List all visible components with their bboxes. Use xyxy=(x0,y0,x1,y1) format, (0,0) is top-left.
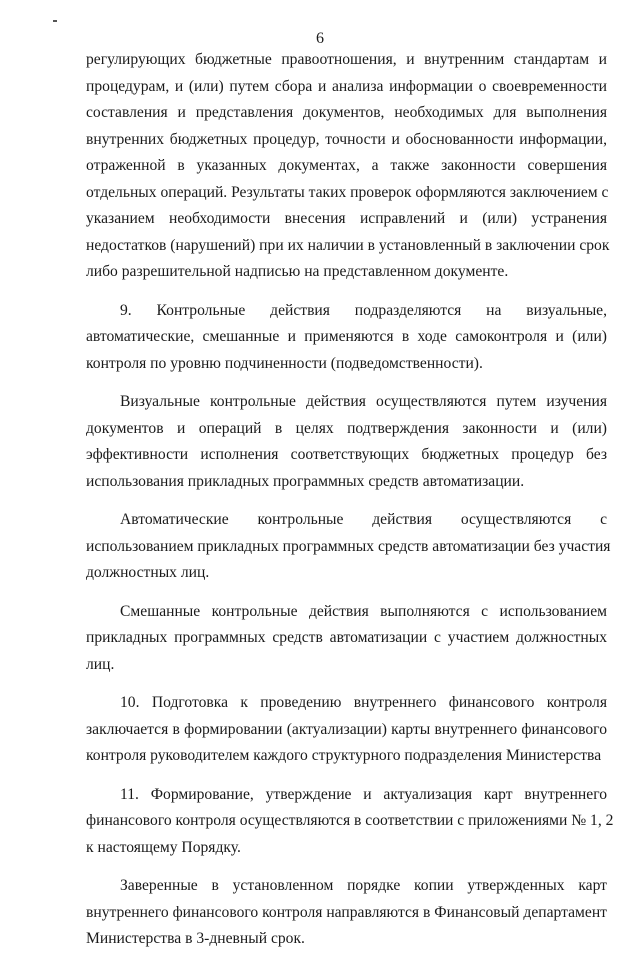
text-line: эффективности исполнения соответствующих бюджетных процедур без xyxy=(86,446,607,463)
text-line: прикладных программных средств автоматизации с участием должностных xyxy=(86,629,607,646)
paragraph xyxy=(86,782,614,862)
text-line: Автоматические контрольные действия осуществляются с xyxy=(120,511,607,528)
paragraph xyxy=(86,47,610,286)
text-line: составления и представления документов, необходимых для выполнения xyxy=(86,104,607,121)
text-line: контроля по уровню подчиненности (подведомственности). xyxy=(86,354,483,372)
text-line: Визуальные контрольные действия осуществляются путем изучения xyxy=(120,393,607,410)
document-body xyxy=(86,47,614,953)
paragraph xyxy=(86,690,607,770)
text-line: либо разрешительной надписью на представленном документе. xyxy=(86,263,509,280)
text-line: к настоящему Порядку. xyxy=(86,838,241,856)
text-line: заключается в формировании (актуализации) карты внутреннего финансового xyxy=(86,720,607,738)
text-line: использования прикладных программных средств автоматизации. xyxy=(86,472,525,490)
text-line: отраженной в указанных документах, а также законности совершения xyxy=(86,157,607,174)
text-line: 10. Подготовка к проведению внутреннего финансового контроля xyxy=(120,694,607,711)
paragraph xyxy=(86,507,611,587)
text-line: недостатков (нарушений) при их наличии в установленный в заключении срок xyxy=(86,236,610,254)
text-line: финансового контроля осуществляются в соответствии с приложениями № 1, 2 xyxy=(86,812,614,829)
text-line: лиц. xyxy=(86,655,115,673)
text-line: 11. Формирование, утверждение и актуализация карт внутреннего xyxy=(120,785,607,803)
text-line: автоматические, смешанные и применяются в ходе самоконтроля и (или) xyxy=(86,328,607,345)
text-line: процедурам, и (или) путем сбора и анализа информации о своевременности xyxy=(86,77,607,95)
text-line: Министерства в 3-дневный срок. xyxy=(86,930,305,947)
text-line: контроля руководителем каждого структурного подразделения Министерства xyxy=(86,747,602,764)
page-number: 6 xyxy=(316,30,324,47)
scan-mark xyxy=(53,20,57,22)
text-line: должностных лиц. xyxy=(86,564,210,581)
text-line: внутреннего финансового контроля направляются в Финансовый департамент xyxy=(86,903,607,921)
paragraph xyxy=(86,873,607,953)
paragraph xyxy=(86,389,607,495)
text-line: документов и операций в целях подтверждения законности и (или) xyxy=(86,419,607,437)
text-line: Заверенные в установленном порядке копии утвержденных карт xyxy=(120,877,607,894)
text-line: внутренних бюджетных процедур, точности и обоснованности информации, xyxy=(86,130,607,148)
text-line: регулирующих бюджетные правоотношения, и внутренним стандартам и xyxy=(86,51,607,68)
text-line: использованием прикладных программных средств автоматизации без участия xyxy=(86,537,611,555)
paragraph xyxy=(86,298,607,378)
text-line: 9. Контрольные действия подразделяются на визуальные, xyxy=(120,301,607,319)
text-line: отдельных операций. Результаты таких проверок оформляются заключением с xyxy=(86,183,609,201)
text-line: Смешанные контрольные действия выполняются с использованием xyxy=(120,602,607,620)
text-line: указанием необходимости внесения исправлений и (или) устранения xyxy=(86,210,607,227)
paragraph xyxy=(86,599,607,679)
